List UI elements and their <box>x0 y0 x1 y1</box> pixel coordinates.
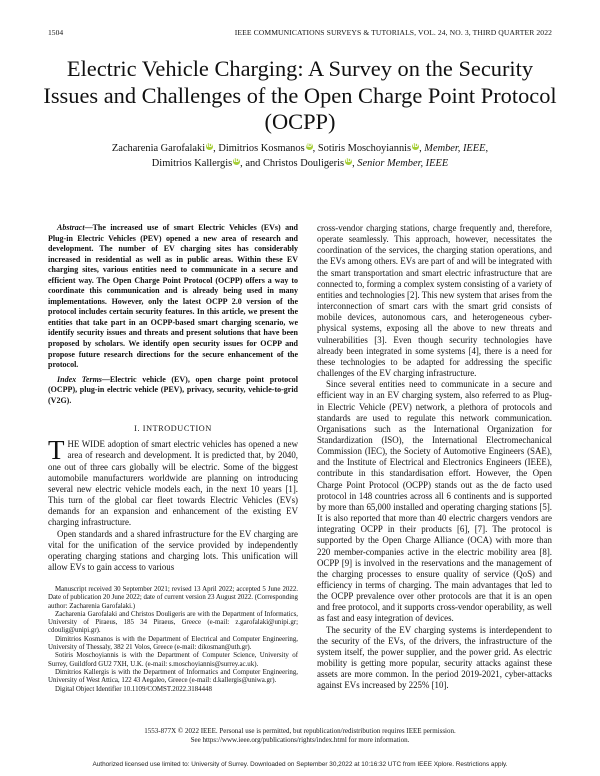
author-role: Senior Member, IEEE <box>357 158 449 169</box>
author-role: Member, IEEE <box>424 143 486 154</box>
footnote-affiliation: Sotiris Moschoyiannis is with the Department of Computer Science, University of Surrey, Guildford GU2 7XH, U.K. (e-mail: s.moschoyiannis@surrey.ac.uk). <box>48 652 298 668</box>
author-name: Dimitrios Kallergis <box>151 158 233 169</box>
footnote-affiliation: Dimitrios Kosmanos is with the Department of Electrical and Computer Engineering, University of Thessaly, 382 21 Volos, Greece (e-mail: dikosman@uth.gr). <box>48 635 298 652</box>
footnote-manuscript: Manuscript received 30 September 2021; revised 13 April 2022; accepted 5 June 2022. Date of publication 20 June 2022; date of current version 23 August 2022. (Corresponding author: Zacharenia Garofalaki.) <box>48 586 298 610</box>
paper-title: Electric Vehicle Charging: A Survey on the Security Issues and Challenges of the Open Charge Point Protocol (OCPP) <box>43 56 557 134</box>
intro-paragraph-2: Open standards and a shared infrastructure for the EV charging are vital for the unification of the service provided by independently operating charging stations and charging lots. This unification will allow EVs to gain access to various <box>48 528 298 573</box>
author-list: Zacharenia Garofalaki iD, Dimitrios Kosmanos iD, Sotiris Moschoyiannis iD, Member, IEEE, Dimitrios Kallergis iD, and Christos Douligeris iD, Senior Member, IEEE <box>111 143 489 169</box>
intro-paragraph-2-continued: cross-vendor charging stations, charge frequently and, therefore, operate seamlessly. This approach, however, necessitates the coordination of the services, the charging station operations, and the EVs among others. EVs are part of and will be integrated with the smart transportation and smart electric infrastructure that are connected to, forming a complex system consisting of a variety of entities and technologies [2]. This new system that arises from the interconnection of smart cars with the smart grid consists of mobile devices, autonomous cars, and heterogeneous cyber-physical systems, exposing all the above to new threats and vulnerabilities [3]. Even though security technologies have already been integrated in some systems [4], there is a need for these technologies to be adapted for addressing the specific challenges of the EV charging infrastructure. <box>317 223 552 379</box>
intro-paragraph-3: Since several entities need to communicate in a secure and efficient way in an EV charging system, also referred to as Plug-in Electric Vehicle (PEV) network, a plethora of protocols and standards are used to regulate this network communication. Organisations such as the International Organization for Standardization (ISO), the International Electromechanical Commission (IEC), the Society of Automotive Engineers (SAE), and the Institute of Electrical and Electronics Engineers (IEEE), contribute in this standardisation effort. However, the Open Charge Point Protocol (OCPP) stands out as the de facto used protocol in 148 countries across all 6 continents and is supported by more than 65,000 installed and operating charging stations [5]. It is also reported that more than 40 electric chargers vendors are integrating OCPP in their products [6], [7]. The protocol is supported by the Open Charge Alliance (OCA) with more than 220 member-companies active in the electric mobility area [8]. OCPP [9] is involved in the reservations and the management of the charging processes to ensure quality of service (QoS) and efficiency in terms of charging. The main advantages that led to the OCPP prevalence over other protocols are that it is an open and free protocol, and it supports cross-vendor operability, as well as fast and easy integration of devices. <box>317 379 552 624</box>
abstract-text: —The increased use of smart Electric Vehicles (EVs) and Plug-in Electric Vehicles (PEV) opened a new area of research and development. The number of EV charging sites has considerably increased in residential as well as in public areas. Within these EV charging sites, various entities need to communicate in a secure and efficient way. The Open Charge Point Protocol (OCPP) offers a way to coordinate this communication and is already being used in many implementations. However, only the latest OCPP 2.0 version of the protocol includes certain security features. In this article, we present the entities that take part in an OCPP-based smart charging scenario, we identify security issues and threats and present solutions that have been proposed by scholars. We identify open security issues for OCPP and propose future research directions for the secure enhancement of the protocol. <box>48 223 298 370</box>
section-heading: I. INTRODUCTION <box>134 424 212 434</box>
index-terms-text: —Electric vehicle (EV), open charge point protocol (OCPP), plug-in electric vehicle (PEV), privacy, security, vehicle-to-grid (V2G). <box>48 374 299 405</box>
footnote-doi: Digital Object Identifier 10.1109/COMST.2022.3184448 <box>55 685 212 693</box>
right-column <box>317 223 552 692</box>
footnote-affiliation: Zacharenia Garofalaki and Christos Douligeris are with the Department of Informatics, University of Piraeus, 185 34 Piraeus, Greece (e-mail: z.garofalaki@unipi.gr; cdoulig@unipi.gr). <box>48 610 298 635</box>
orcid-icon[interactable]: iD <box>306 143 313 149</box>
orcid-icon[interactable]: iD <box>233 158 240 164</box>
footnote-affiliation: Dimitrios Kallergis is with the Department of Informatics and Computer Engineering, University of West Attica, 122 43 Aegaleo, Greece (e-mail: d.kallergis@uniwa.gr). <box>48 668 298 685</box>
orcid-icon[interactable]: iD <box>206 143 213 149</box>
orcid-icon[interactable]: iD <box>345 158 352 164</box>
copyright-notice <box>48 727 552 745</box>
author-name: Zacharenia Garofalaki <box>111 143 206 154</box>
orcid-icon[interactable]: iD <box>412 143 419 149</box>
author-name: Dimitrios Kosmanos <box>218 143 305 154</box>
index-terms-label: Index Terms <box>57 374 102 384</box>
intro-paragraph-4: The security of the EV charging systems is interdependent to the security of the EVs, of the drivers, the infrastructure of the system itself, the power supplier, and the power grid. As electric mobility is getting more popular, security attacks against these assets are more common. In the period 2019-2021, cyber-attacks against EVs increased by 225% [10]. <box>317 624 552 691</box>
page-number: 1504 <box>48 28 64 37</box>
author-name: Sotiris Moschoyiannis <box>317 143 412 154</box>
copyright-line: See https://www.ieee.org/publications/rights/index.html for more information. <box>190 736 410 744</box>
abstract-label: Abstract <box>57 223 85 232</box>
running-header: IEEE COMMUNICATIONS SURVEYS & TUTORIALS, VOL. 24, NO. 3, THIRD QUARTER 2022 <box>234 28 552 37</box>
drop-cap: T <box>48 435 65 466</box>
footnotes <box>48 586 298 694</box>
abstract <box>48 223 298 371</box>
left-column <box>48 223 298 573</box>
copyright-line: 1553-877X © 2022 IEEE. Personal use is permitted, but republication/redistribution requires IEEE permission. <box>144 727 456 735</box>
license-banner: Authorized licensed use limited to: University of Surrey. Downloaded on September 30,2022 at 10:16:32 UTC from IEEE Xplore. Restrictions apply. <box>92 761 508 768</box>
author-name: Christos Douligeris <box>262 158 345 169</box>
index-terms <box>48 375 298 407</box>
intro-paragraph-1: THE WIDE adoption of smart electric vehicles has opened a new area of research and development. It is predicted that, by 2040, one out of three cars globally will be electric. Some of the biggest automobile manufacturers worldwide are planning on introducing several new electric vehicle models each, in the next 10 years [1]. This turn of the global car fleet towards Electric Vehicles (EVs) demands for an expansion and enhancement of the existing EV charging infrastructure. <box>48 435 298 528</box>
